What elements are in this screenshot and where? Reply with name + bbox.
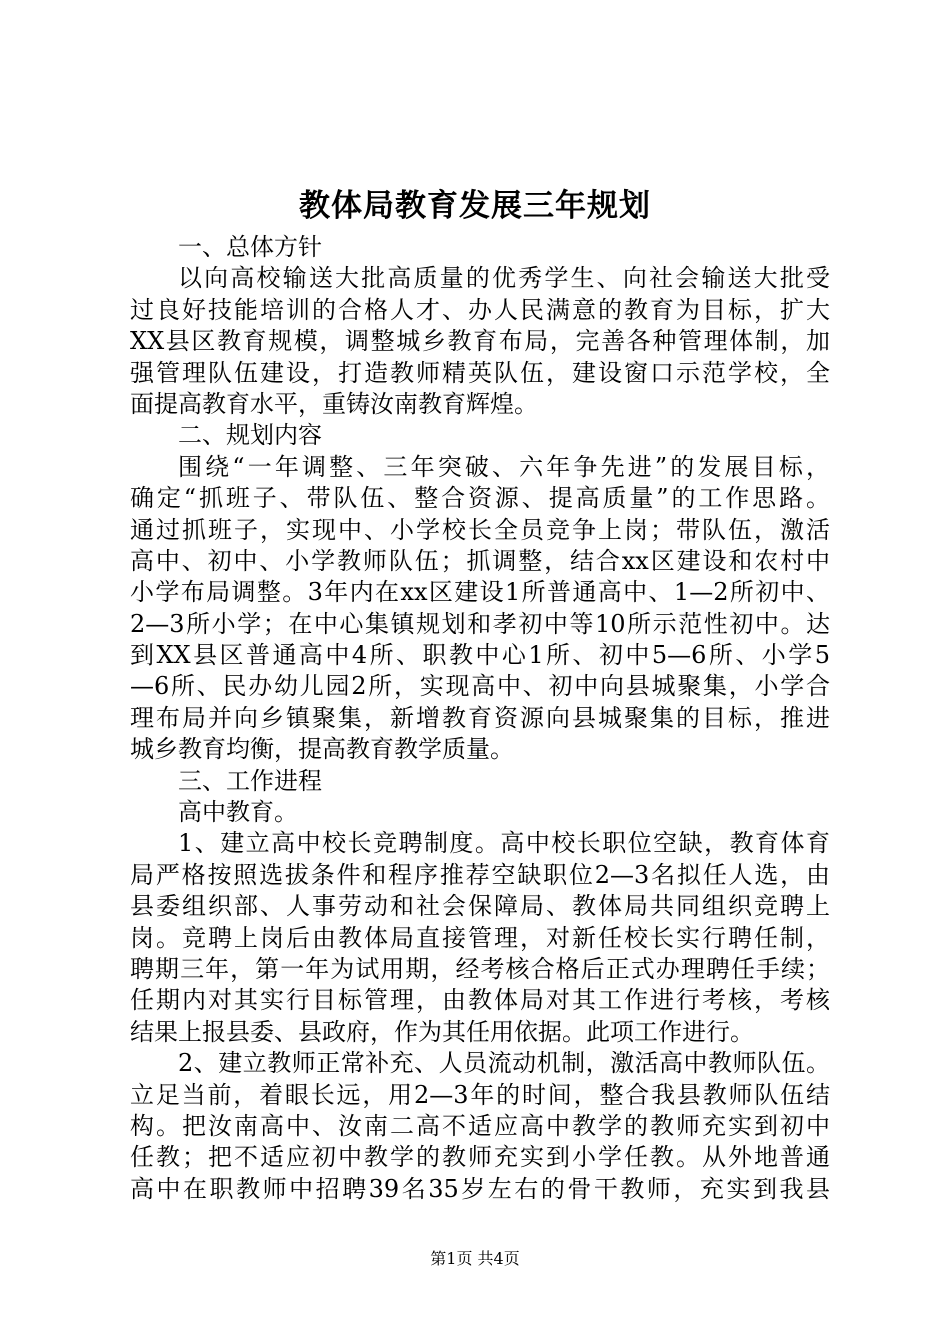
text-line: —6所、民办幼儿园2所，实现高中、初中向县城聚集，小学合 xyxy=(130,672,830,701)
text-line: 二、规划内容 xyxy=(178,421,322,450)
document-body xyxy=(130,232,830,1205)
text-line: 1、建立高中校长竞聘制度。高中校长职位空缺，教育体育 xyxy=(178,829,830,858)
text-line: 结果上报县委、县政府，作为其任用依据。此项工作进行。 xyxy=(130,1017,754,1046)
text-line: XX县区教育规模，调整城乡教育布局，完善各种管理体制，加 xyxy=(130,327,830,356)
text-line: 局严格按照选拔条件和程序推荐空缺职位2—3名拟任人选，由 xyxy=(130,860,830,889)
text-line: 县委组织部、人事劳动和社会保障局、教体局共同组织竞聘上 xyxy=(130,892,830,921)
text-line: 理布局并向乡镇聚集，新增教育资源向县城聚集的目标，推进 xyxy=(130,703,830,732)
text-line: 高中教育。 xyxy=(178,798,298,827)
page-footer: 第1页 共4页 xyxy=(430,1249,520,1268)
text-line: 三、工作进程 xyxy=(178,766,322,795)
text-line: 小学布局调整。3年内在xx区建设1所普通高中、1—2所初中、 xyxy=(130,578,830,607)
text-line: 2—3所小学；在中心集镇规划和孝初中等10所示范性初中。达 xyxy=(130,609,830,638)
text-line: 聘期三年，第一年为试用期，经考核合格后正式办理聘任手续； xyxy=(130,954,830,983)
text-line: 到XX县区普通高中4所、职教中心1所、初中5—6所、小学5 xyxy=(130,641,830,670)
text-line: 2、建立教师正常补充、人员流动机制，激活高中教师队伍。 xyxy=(178,1049,830,1078)
text-line: 围绕“一年调整、三年突破、六年争先进”的发展目标， xyxy=(178,452,830,481)
text-line: 岗。竞聘上岗后由教体局直接管理，对新任校长实行聘任制， xyxy=(130,923,830,952)
text-line: 立足当前，着眼长远，用2—3年的时间，整合我县教师队伍结 xyxy=(130,1080,830,1109)
text-line: 高中在职教师中招聘39名35岁左右的骨干教师，充实到我县 xyxy=(130,1174,830,1203)
text-line: 通过抓班子，实现中、小学校长全员竞争上岗；带队伍，激活 xyxy=(130,515,830,544)
text-line: 以向高校输送大批高质量的优秀学生、向社会输送大批受 xyxy=(178,264,830,293)
text-line: 面提高教育水平，重铸汝南教育辉煌。 xyxy=(130,389,538,418)
text-line: 高中、初中、小学教师队伍；抓调整，结合xx区建设和农村中 xyxy=(130,546,830,575)
text-line: 一、总体方针 xyxy=(178,233,322,261)
text-line: 任期内对其实行目标管理，由教体局对其工作进行考核，考核 xyxy=(130,986,830,1015)
text-line: 城乡教育均衡，提高教育教学质量。 xyxy=(130,735,514,764)
text-line: 强管理队伍建设，打造教师精英队伍，建设窗口示范学校，全 xyxy=(130,358,830,387)
text-line: 构。把汝南高中、汝南二高不适应高中教学的教师充实到初中 xyxy=(130,1111,830,1140)
text-line: 任教；把不适应初中教学的教师充实到小学任教。从外地普通 xyxy=(130,1143,830,1172)
text-line: 过良好技能培训的合格人才、办人民满意的教育为目标，扩大 xyxy=(130,295,830,324)
text-line: 确定“抓班子、带队伍、整合资源、提高质量”的工作思路。 xyxy=(130,484,830,513)
document-title: 教体局教育发展三年规划 xyxy=(299,188,651,224)
